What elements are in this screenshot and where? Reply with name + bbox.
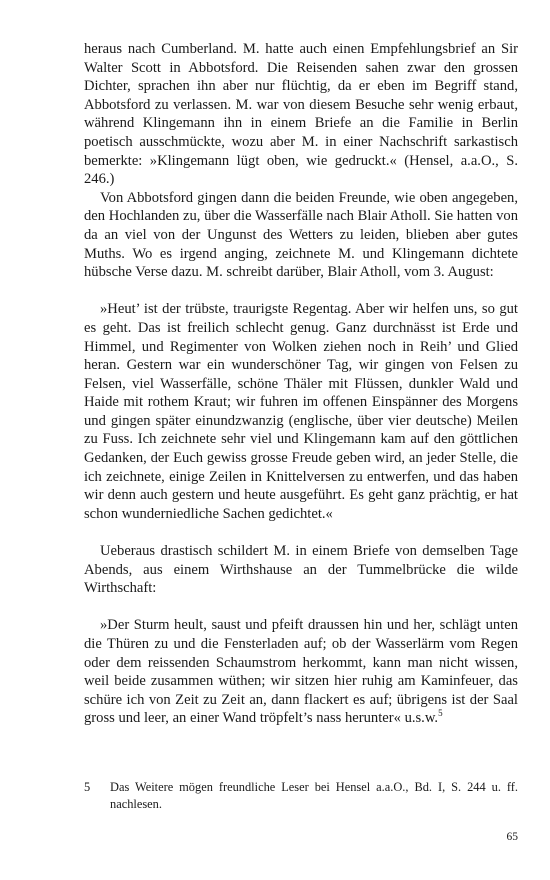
footnote-number: 5 xyxy=(84,780,91,794)
quote-rainy-day-letter: »Heut’ ist der trübste, traurigste Regentag. Aber wir helfen uns, so gut es geht. Das ist freilich schlecht genug. Ganz durchnässt ist Erde und Himmel, und Regimenter von Wolken ziehen noch in Reih’ und Glied heran. Gestern war ein wunderschöner Tag, wir gingen von Felsen zu Felsen, viel Wasserfälle, schöne Thäler mit Flüssen, dunkler Wald und Haide mit rothem Kraut; wir fuhren im offenen Einspänner des Morgens und gingen später einundzwanzig (englische, über vier deutsche) Meilen zu Fuss. Ich zeichnete sehr viel und Klingemann kam auf den göttlichen Gedanken, der Euch gewiss grosse Freude geben wird, an jeder Stelle, die ich zeichnete, einige Zeilen in Knittelversen zu entwerfen, und das haben wir denn auch gestern und heute ausgeführt. Es geht ganz prächtig, er hat schon wunderniedliche Sachen gedichtet.« xyxy=(84,301,518,522)
page-number: 65 xyxy=(506,831,518,843)
footnote xyxy=(84,779,518,813)
paragraph-tavern-intro: Ueberaus drastisch schildert M. in einem Briefe von demselben Tage Abends, aus einem Wirthshause an der Tummelbrücke die wilde Wirthschaft: xyxy=(84,543,518,597)
paragraph-spacer xyxy=(84,523,518,542)
paragraph-highlands-journey: Von Abbotsford gingen dann die beiden Freunde, wie oben angegeben, den Hochlanden zu, über die Wasserfälle nach Blair Atholl. Sie hatten von da an viel von der Ungunst des Wetters zu leiden, blieben aber gutes Muths. Wo es irgend anging, zeichnete M. und Klingemann dichtete hübsche Verse dazu. M. schreibt darüber, Blair Atholl, vom 3. August: xyxy=(84,189,518,281)
main-text xyxy=(84,40,518,728)
paragraph-spacer xyxy=(84,282,518,301)
quote-storm-letter xyxy=(84,616,518,728)
quote-storm-text: »Der Sturm heult, saust und pfeift draussen hin und her, schlägt unten die Thüren zu und die Fensterladen auf; ob der Wasserlärm vom Regen oder dem reissenden Schaumstrom herkommt, kann man nicht wissen, weil beide zusammen wüthen; wir sitzen hier ruhig am Kaminfeuer, das schüre ich von Zeit zu Zeit an, dann flackert es auf; übrigens ist der Saal gross und leer, an einer Wand tröpfelt’s nass herunter« u.s.w. xyxy=(84,617,518,727)
footnote-text: Das Weitere mögen freundliche Leser bei Hensel a.a.O., Bd. I, S. 244 u. ff. nachlesen. xyxy=(110,780,518,811)
footnote-reference[interactable]: 5 xyxy=(438,708,443,719)
paragraph-spacer xyxy=(84,598,518,617)
paragraph-abbotsford-visit: heraus nach Cumberland. M. hatte auch einen Empfehlungsbrief an Sir Walter Scott in Abbotsford. Die Reisenden sahen zwar den grossen Dichter, sprachen ihn aber nur flüchtig, da er eben im Begriff stand, Abbotsford zu verlassen. M. war von diesem Besuche sehr wenig erbaut, während Klingemann ihn in einem Briefe an die Familie in Berlin poetisch ausschmückte, wozu aber M. in einer Nachschrift sarkastisch bemerkte: »Klingemann lügt oben, wie gedruckt.« (Hensel, a.a.O., S. 246.) xyxy=(84,41,518,188)
